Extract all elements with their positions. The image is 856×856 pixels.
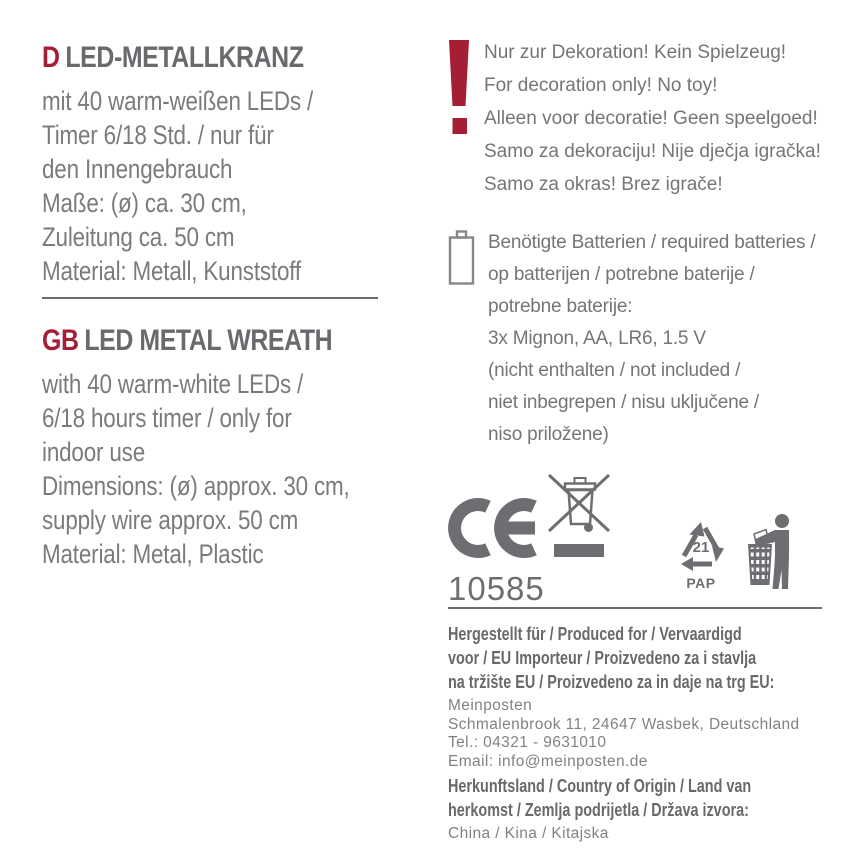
battery-line: niso priložene) <box>488 424 609 445</box>
producer-line: voor / EU Importeur / Proizvedeno za i stavlja <box>448 648 757 668</box>
desc-line: Zuleitung ca. 50 cm <box>42 222 235 252</box>
battery-line: 3x Mignon, AA, LR6, 1.5 V <box>488 328 706 349</box>
origin-value: China / Kina / Kitajska <box>448 825 609 842</box>
warning-section <box>448 36 824 201</box>
origin-line: Herkunftsland / Country of Origin / Land van <box>448 776 752 796</box>
recycle-material-label: PAP <box>686 575 716 591</box>
product-info-column <box>42 40 382 571</box>
ce-block <box>448 495 545 608</box>
exclamation-warning-icon <box>448 40 470 201</box>
producer-street: Schmalenbrook 11, 24647 Wasbek, Deutschland <box>448 715 800 733</box>
recycle-pap-block <box>672 517 730 591</box>
desc-line: indoor use <box>42 437 145 467</box>
produced-for-heading <box>448 622 839 694</box>
warning-line: Alleen voor decoratie! Geen speelgoed! <box>484 108 818 129</box>
tidy-man-icon <box>744 513 798 596</box>
producer-line: Hergestellt für / Produced for / Vervaardigd <box>448 624 742 644</box>
warning-line: Samo za dekoraciju! Nije dječja igračka! <box>484 141 821 162</box>
desc-line: Dimensions: (ø) approx. 30 cm, <box>42 471 350 501</box>
section-divider <box>42 297 378 299</box>
recycle-code: 21 <box>692 539 710 556</box>
product-description-gb <box>42 367 415 571</box>
origin-line: herkomst / Zemlja podrijetla / Država izvora: <box>448 800 749 820</box>
origin-heading <box>448 774 839 822</box>
battery-line: potrebne baterije: <box>488 296 633 317</box>
battery-line: Benötigte Batterien / required batteries / <box>488 232 816 253</box>
producer-email: Email: info@meinposten.de <box>448 752 648 770</box>
battery-line: op batterijen / potrebne baterije / <box>488 264 755 285</box>
desc-line: Timer 6/18 Std. / nur für <box>42 120 274 150</box>
product-title-de: LED-METALLKRANZ <box>65 41 304 74</box>
battery-section <box>448 227 824 451</box>
warning-text <box>484 36 821 201</box>
product-description-de <box>42 84 415 288</box>
producer-phone: Tel.: 04321 - 9631010 <box>448 734 607 751</box>
safety-info-column <box>448 36 824 847</box>
warning-line: Samo za okras! Brez igrače! <box>484 174 723 195</box>
heading-gb <box>42 323 415 359</box>
desc-line: with 40 warm-white LEDs / <box>42 369 304 399</box>
warning-line: For decoration only! No toy! <box>484 75 718 96</box>
weee-crossed-bin-icon <box>548 473 610 564</box>
warning-line: Nur zur Dekoration! Kein Spielzeug! <box>484 42 787 63</box>
battery-text <box>488 227 815 451</box>
producer-section <box>448 622 824 844</box>
producer-address <box>448 697 824 771</box>
battery-line: niet inbegrepen / nisu uključene / <box>488 392 760 413</box>
heading-de <box>42 40 415 76</box>
desc-line: mit 40 warm-weißen LEDs / <box>42 86 314 116</box>
battery-line: (nicht enthalten / not included / <box>488 360 741 381</box>
ce-number: 10585 <box>448 570 545 607</box>
product-title-gb: LED METAL WREATH <box>84 324 333 357</box>
producer-line: na tržište EU / Proizvedeno za in daje na trg EU: <box>448 672 775 692</box>
desc-line: Material: Metal, Plastic <box>42 539 264 569</box>
battery-icon <box>448 230 475 451</box>
desc-line: den Innengebrauch <box>42 154 233 184</box>
desc-line: 6/18 hours timer / only for <box>42 403 292 433</box>
producer-name: Meinposten <box>448 697 533 714</box>
certification-marks <box>448 469 824 607</box>
ce-mark-icon <box>448 548 538 565</box>
desc-line: Maße: (ø) ca. 30 cm, <box>42 188 247 218</box>
language-badge-de: D <box>42 41 60 74</box>
desc-line: Material: Metall, Kunststoff <box>42 256 301 286</box>
desc-line: supply wire approx. 50 cm <box>42 505 299 535</box>
origin-countries <box>448 825 824 844</box>
language-badge-gb: GB <box>42 324 79 357</box>
